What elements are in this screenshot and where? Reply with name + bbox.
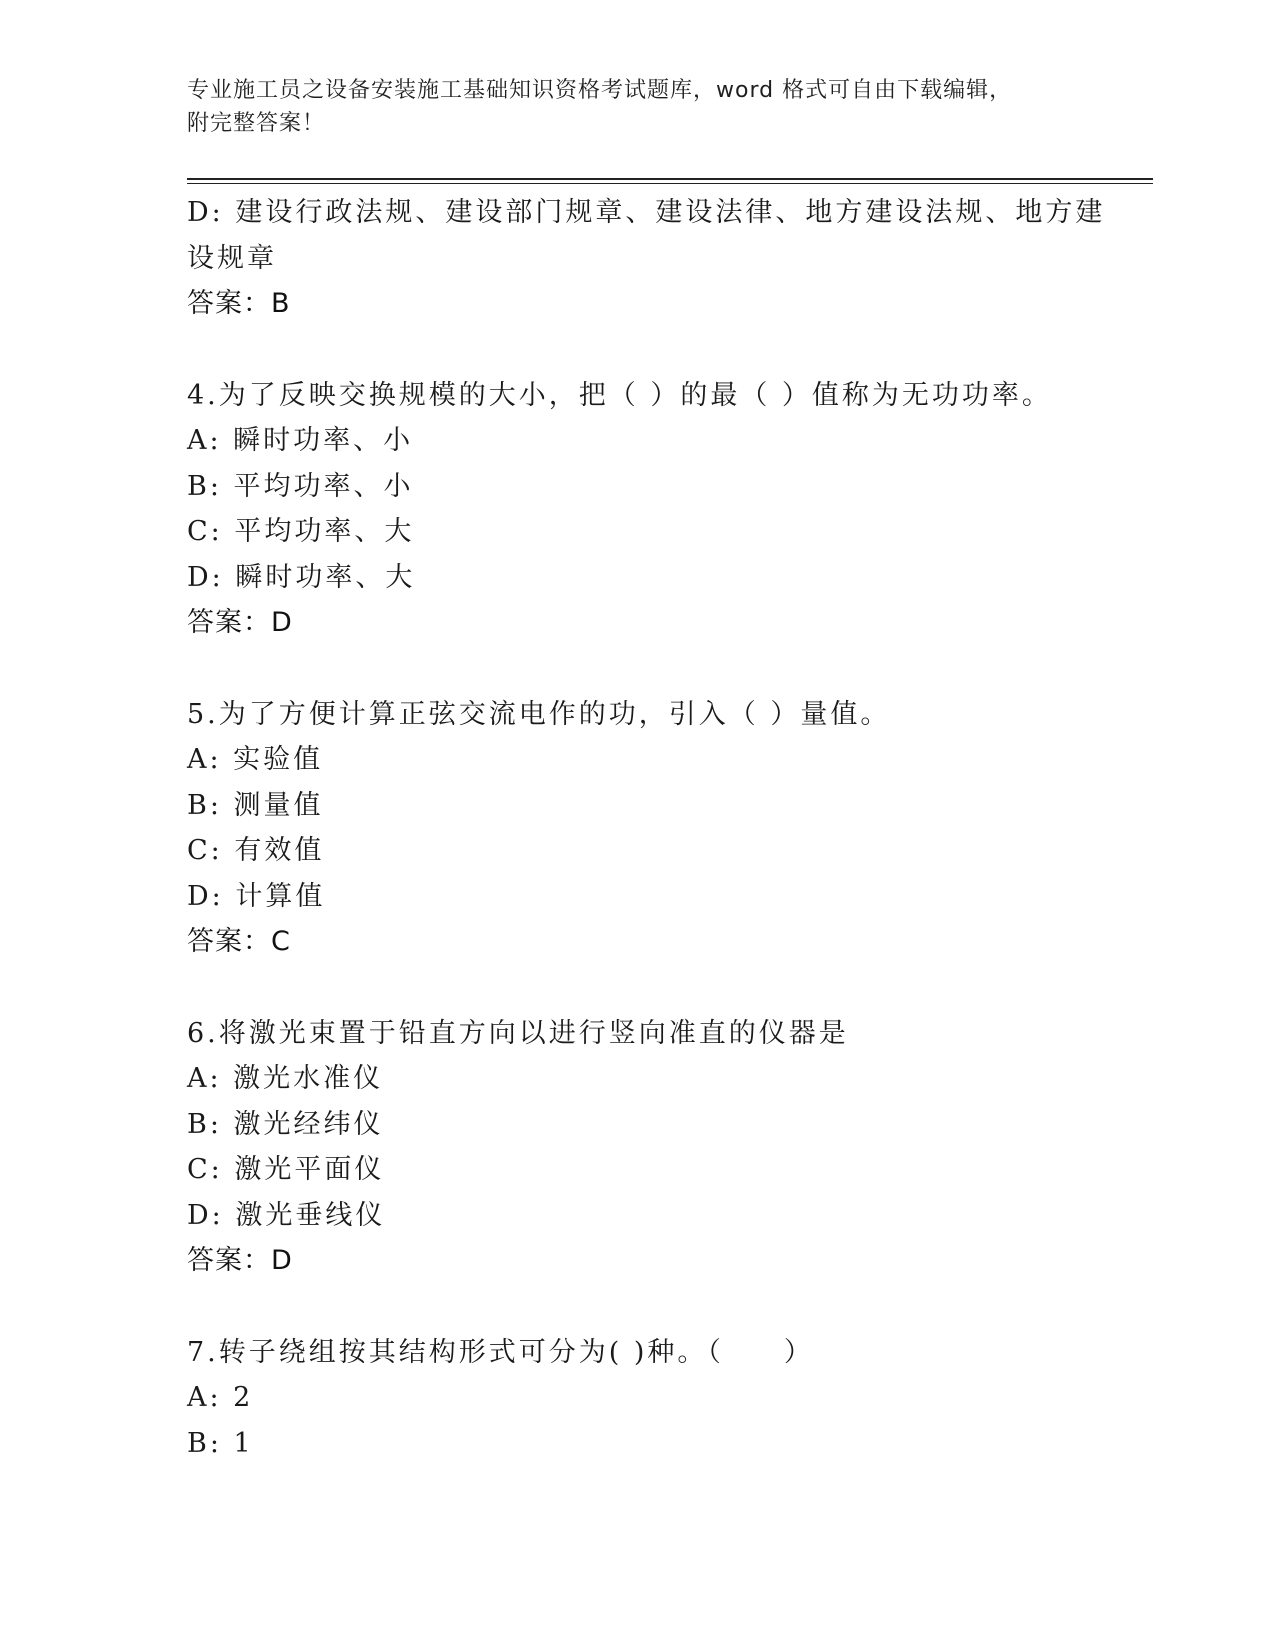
spacer xyxy=(187,646,1117,692)
question-7-option-a: A: 2 xyxy=(187,1382,254,1413)
question-3-option-d-line-1: D: 建设行政法规、建设部门规章、建设法律、地方建设法规、地方建 xyxy=(187,197,1106,228)
question-5-option-a: A: 实验值 xyxy=(187,744,324,775)
question-6-stem: 6.将激光束置于铅直方向以进行竖向准直的仪器是 xyxy=(187,1017,849,1049)
question-3-answer: 答案：B xyxy=(187,288,291,319)
question-content xyxy=(187,190,1117,1466)
question-7-option-b: B: 1 xyxy=(187,1427,254,1459)
question-5-option-c: C: 有效值 xyxy=(187,835,325,866)
question-3-option-d-line-2: 设规章 xyxy=(187,242,277,274)
question-4-option-b: B: 平均功率、小 xyxy=(187,470,414,502)
question-3-continuation xyxy=(187,190,1117,327)
question-7 xyxy=(187,1330,1117,1467)
question-5-option-d: D: 计算值 xyxy=(187,880,326,912)
question-6-option-b: B: 激光经纬仪 xyxy=(187,1108,384,1140)
question-6-option-c: C: 激光平面仪 xyxy=(187,1154,385,1185)
question-6-option-a: A: 激光水准仪 xyxy=(187,1063,384,1094)
header-line-2: 附完整答案！ xyxy=(187,111,326,136)
question-5 xyxy=(187,692,1117,965)
question-4-option-d: D: 瞬时功率、大 xyxy=(187,561,416,593)
header-line-1: 专业施工员之设备安装施工基础知识资格考试题库，word 格式可自由下载编辑， xyxy=(187,78,1013,103)
page-header xyxy=(187,74,1067,140)
question-6 xyxy=(187,1011,1117,1284)
question-5-stem: 5.为了方便计算正弦交流电作的功，引入（ ）量值。 xyxy=(187,698,891,730)
question-4-option-c: C: 平均功率、大 xyxy=(187,516,415,547)
question-5-option-b: B: 测量值 xyxy=(187,789,324,821)
question-4-option-a: A: 瞬时功率、小 xyxy=(187,425,414,456)
question-5-answer: 答案：C xyxy=(187,926,291,957)
question-4-stem: 4.为了反映交换规模的大小，把（ ）的最（ ）值称为无功功率。 xyxy=(187,379,1052,411)
spacer xyxy=(187,327,1117,373)
spacer xyxy=(187,1284,1117,1330)
header-divider-thin xyxy=(187,183,1153,184)
spacer xyxy=(187,965,1117,1011)
question-7-stem: 7.转子绕组按其结构形式可分为( )种。（ ） xyxy=(187,1336,814,1368)
question-6-answer: 答案：D xyxy=(187,1245,293,1276)
question-6-option-d: D: 激光垂线仪 xyxy=(187,1199,386,1231)
header-divider-thick xyxy=(187,178,1153,180)
question-4-answer: 答案：D xyxy=(187,607,293,638)
question-4 xyxy=(187,373,1117,646)
